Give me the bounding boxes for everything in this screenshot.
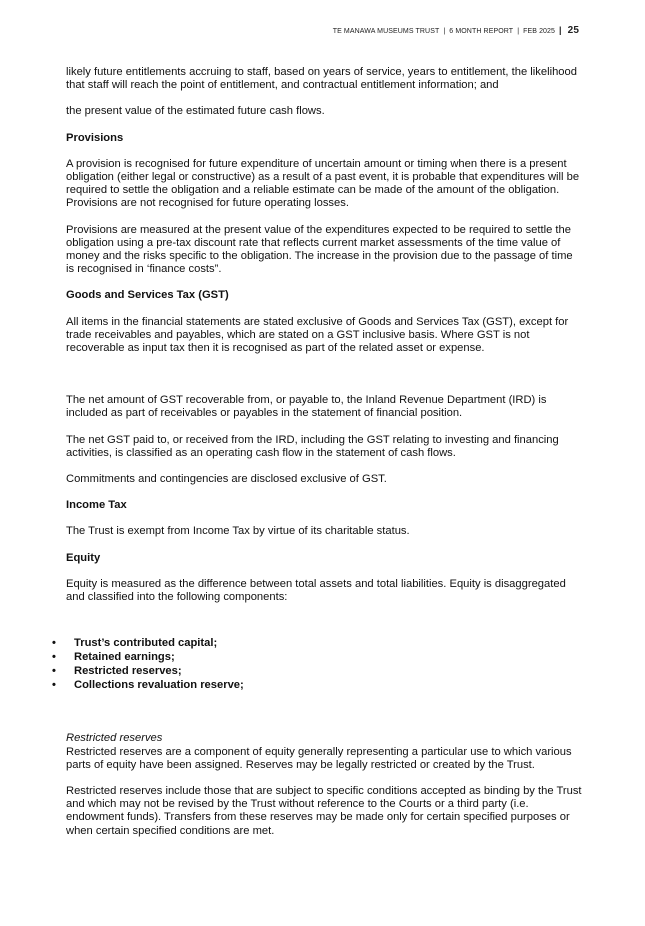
- header-separator: |: [517, 28, 520, 35]
- paragraph: The Trust is exempt from Income Tax by virtue of its charitable status.: [66, 525, 410, 538]
- paragraph: The net amount of GST recoverable from, or payable to, the Inland Revenue Department (IRD) is included as part of receivables or payables in the statement of financial position.: [66, 394, 547, 420]
- list-item-text: Retained earnings;: [74, 651, 175, 664]
- equity-components-list: [52, 637, 568, 692]
- spacer: [66, 692, 582, 732]
- header-separator: |: [443, 28, 446, 35]
- header-org: TE MANAWA MUSEUMS TRUST: [332, 28, 440, 35]
- bullet-icon: •: [52, 651, 56, 664]
- heading-equity: Equity: [66, 551, 101, 564]
- list-item-text: Collections revaluation reserve;: [74, 678, 244, 691]
- header-separator: |: [559, 25, 562, 35]
- paragraph: Restricted reserves are a component of equity generally representing a particular use to which various parts of equity have been assigned. Reserves may be legally restricted or created by the Trust.: [66, 745, 572, 771]
- paragraph: Equity is measured as the difference between total assets and total liabilities. Equity is disaggregated and classified into the following components:: [66, 577, 566, 604]
- paragraph: the present value of the estimated future cash flows.: [66, 105, 325, 118]
- bullet-icon: •: [52, 678, 56, 691]
- list-item: [52, 651, 568, 665]
- heading-income-tax: Income Tax: [66, 499, 127, 512]
- heading-restricted-reserves: Restricted reserves: [66, 732, 163, 745]
- paragraph: Provisions are measured at the present value of the expenditures expected to be required to settle the obligation using a pre-tax discount rate that reflects current market assessments of the time value of money and the risks specific to the obligation. The increase in the provision due to the passage of time is recognised in ‘finance costs”.: [66, 223, 573, 276]
- header-date: FEB 2025: [523, 28, 556, 35]
- heading-gst: Goods and Services Tax (GST): [66, 289, 229, 302]
- paragraph: The net GST paid to, or received from the IRD, including the GST relating to investing and financing activities, is classified as an operating cash flow in the statement of cash flows.: [66, 433, 559, 459]
- list-item-text: Trust’s contributed capital;: [74, 637, 218, 650]
- page-header: [333, 25, 579, 36]
- spacer: [66, 617, 582, 637]
- paragraph: A provision is recognised for future expenditure of uncertain amount or timing when there is a present obligation (either legal or constructive) as a result of a past event, it is probable that expenditures will be required to settle the obligation and a reliable estimate can be made of the amount of the obligation. Provisions are not recognised for future operating losses.: [66, 157, 580, 210]
- paragraph: Commitments and contingencies are disclosed exclusive of GST.: [66, 473, 387, 486]
- list-item-text: Restricted reserves;: [74, 664, 182, 677]
- paragraph: likely future entitlements accruing to staff, based on years of service, years to entitlement, the likelihood that staff will reach the point of entitlement, and contractual entitlement information; and: [66, 66, 577, 92]
- list-item: [52, 637, 568, 651]
- list-item: [52, 665, 568, 679]
- bullet-icon: •: [52, 637, 56, 650]
- page-number: 25: [567, 25, 579, 36]
- paragraph: All items in the financial statements are stated exclusive of Goods and Services Tax (GST), except for trade receivables and payables, which are stated on a GST inclusive basis. Where GST is not recoverable as input tax then it is recognised as part of the related asset or expense.: [66, 315, 569, 355]
- spacer: [66, 368, 582, 394]
- list-item: [52, 679, 568, 693]
- header-report: 6 MONTH REPORT: [449, 28, 514, 35]
- bullet-icon: •: [52, 664, 56, 677]
- paragraph: Restricted reserves include those that are subject to specific conditions accepted as binding by the Trust and which may not be revised by the Trust without reference to the Courts or a third party (i.e. endowment funds). Transfers from these reserves may be made only for certain specified purposes or when certain specified conditions are met.: [66, 785, 582, 837]
- heading-provisions: Provisions: [66, 131, 124, 144]
- document-body: [52, 66, 582, 851]
